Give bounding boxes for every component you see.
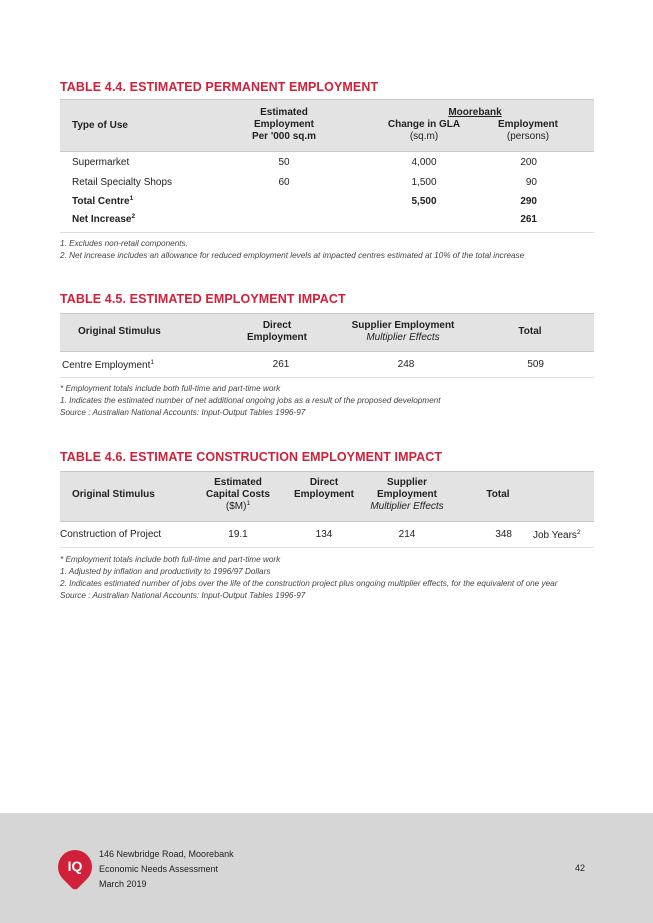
col-header-estimated-l1: Estimated <box>260 107 308 118</box>
table-4-4-note: 1. Excludes non-retail components. <box>60 239 188 248</box>
table-4-4-title: TABLE 4.4. ESTIMATED PERMANENT EMPLOYMENT <box>60 80 379 94</box>
footer-document-title: Economic Needs Assessment <box>99 864 219 874</box>
logo-text: IQ <box>67 858 83 874</box>
table-cell-estimated: 50 <box>278 157 290 168</box>
col-header-employment-l1: Employment <box>497 119 558 130</box>
footer-address: 146 Newbridge Road, Moorebank <box>99 849 234 859</box>
col-header-capital-l1: Estimated <box>214 477 262 488</box>
table-cell-estimated: 60 <box>278 177 290 188</box>
col-header-supplier-l1: Supplier <box>386 477 427 488</box>
table-row-label-net-increase: Net Increase$^2$ <box>72 213 136 225</box>
table-cell-gla: 1,500 <box>411 177 437 188</box>
table-row-label: Supermarket <box>72 157 130 168</box>
col-header-estimated-l2: Employment <box>253 119 314 130</box>
table-4-5-title: TABLE 4.5. ESTIMATED EMPLOYMENT IMPACT <box>60 292 346 306</box>
col-header-type-of-use: Type of Use <box>72 120 128 131</box>
table-4-6-note: * Employment totals include both full-time and part-time work <box>60 555 281 564</box>
col-header-original-stimulus: Original Stimulus <box>72 489 155 500</box>
table-4-5-bottom-rule <box>60 377 594 378</box>
col-header-supplier-l1: Supplier Employment <box>351 320 455 331</box>
col-header-direct-l1: Direct <box>309 477 339 488</box>
col-header-employment-l2: (persons) <box>506 131 550 142</box>
col-header-moorebank: Moorebank <box>448 107 502 118</box>
table-4-6-note: 2. Indicates estimated number of jobs over the life of the construction project plus ongoing multiplier effects, for the equivalent of one year <box>60 579 558 588</box>
table-cell-capital: 19.1 <box>228 529 248 540</box>
table-row-label: Retail Specialty Shops <box>72 177 173 188</box>
table-cell-employment: 200 <box>520 157 537 168</box>
col-header-total: Total <box>486 489 510 500</box>
table-cell-supplier: 214 <box>398 529 416 540</box>
col-header-gla-l1: Change in GLA <box>387 119 461 130</box>
table-row-label-total-centre: Total Centre$^1$ <box>72 195 134 207</box>
col-header-gla-l2: (sq.m) <box>409 131 439 142</box>
col-header-estimated-l3: Per '000 sq.m <box>251 131 317 142</box>
table-cell-total: 509 <box>527 359 544 370</box>
table-cell-direct: 261 <box>272 359 290 370</box>
table-4-6-bottom-rule <box>60 547 594 548</box>
page-number: 42 <box>575 863 586 873</box>
table-cell-supplier: 248 <box>397 359 415 370</box>
table-cell-total: 348 <box>495 529 512 540</box>
col-header-direct-l2: Employment <box>293 489 354 500</box>
table-row-label-centre-employment: Centre Employment$^1$ <box>62 359 154 371</box>
table-cell-gla: 4,000 <box>411 157 437 168</box>
table-cell-employment: 290 <box>520 196 537 207</box>
col-header-supplier-l2: Employment <box>376 489 437 500</box>
table-4-6-note: 1. Adjusted by inflation and productivity to 1996/97 Dollars <box>60 567 271 576</box>
table-cell-direct: 134 <box>315 529 333 540</box>
table-4-5-note: 1. Indicates the estimated number of net additional ongoing jobs as a result of the proposed development <box>60 396 441 405</box>
col-header-capital-l3: ($M)$^1$ <box>225 500 251 512</box>
table-cell-unit: Job Years$^2$ <box>533 529 581 541</box>
table-cell-gla: 5,500 <box>411 196 437 207</box>
col-header-direct-l2: Employment <box>246 332 307 343</box>
page-footer <box>0 813 653 923</box>
table-4-6-source: Source : Australian National Accounts: Input-Output Tables 1996-97 <box>60 591 306 600</box>
col-header-supplier-l2: Multiplier Effects <box>366 332 440 343</box>
col-header-capital-l2: Capital Costs <box>206 489 270 500</box>
col-header-original-stimulus: Original Stimulus <box>78 326 161 337</box>
col-header-direct-l1: Direct <box>262 320 292 331</box>
col-header-total: Total <box>518 326 542 337</box>
table-4-4-note: 2. Net increase includes an allowance for reduced employment levels at impacted centres estimated at 10% of the total increase <box>60 251 525 260</box>
table-4-5-note: * Employment totals include both full-time and part-time work <box>60 384 281 393</box>
col-header-supplier-l3: Multiplier Effects <box>370 501 444 512</box>
table-4-5-source: Source : Australian National Accounts: Input-Output Tables 1996-97 <box>60 408 306 417</box>
table-4-4-bottom-rule <box>60 232 594 233</box>
footer-date: March 2019 <box>99 879 147 889</box>
table-4-6-title: TABLE 4.6. ESTIMATE CONSTRUCTION EMPLOYMENT IMPACT <box>60 450 443 464</box>
table-cell-employment: 90 <box>525 177 537 188</box>
table-row-label-construction: Construction of Project <box>60 529 162 540</box>
table-cell-employment: 261 <box>520 214 537 225</box>
